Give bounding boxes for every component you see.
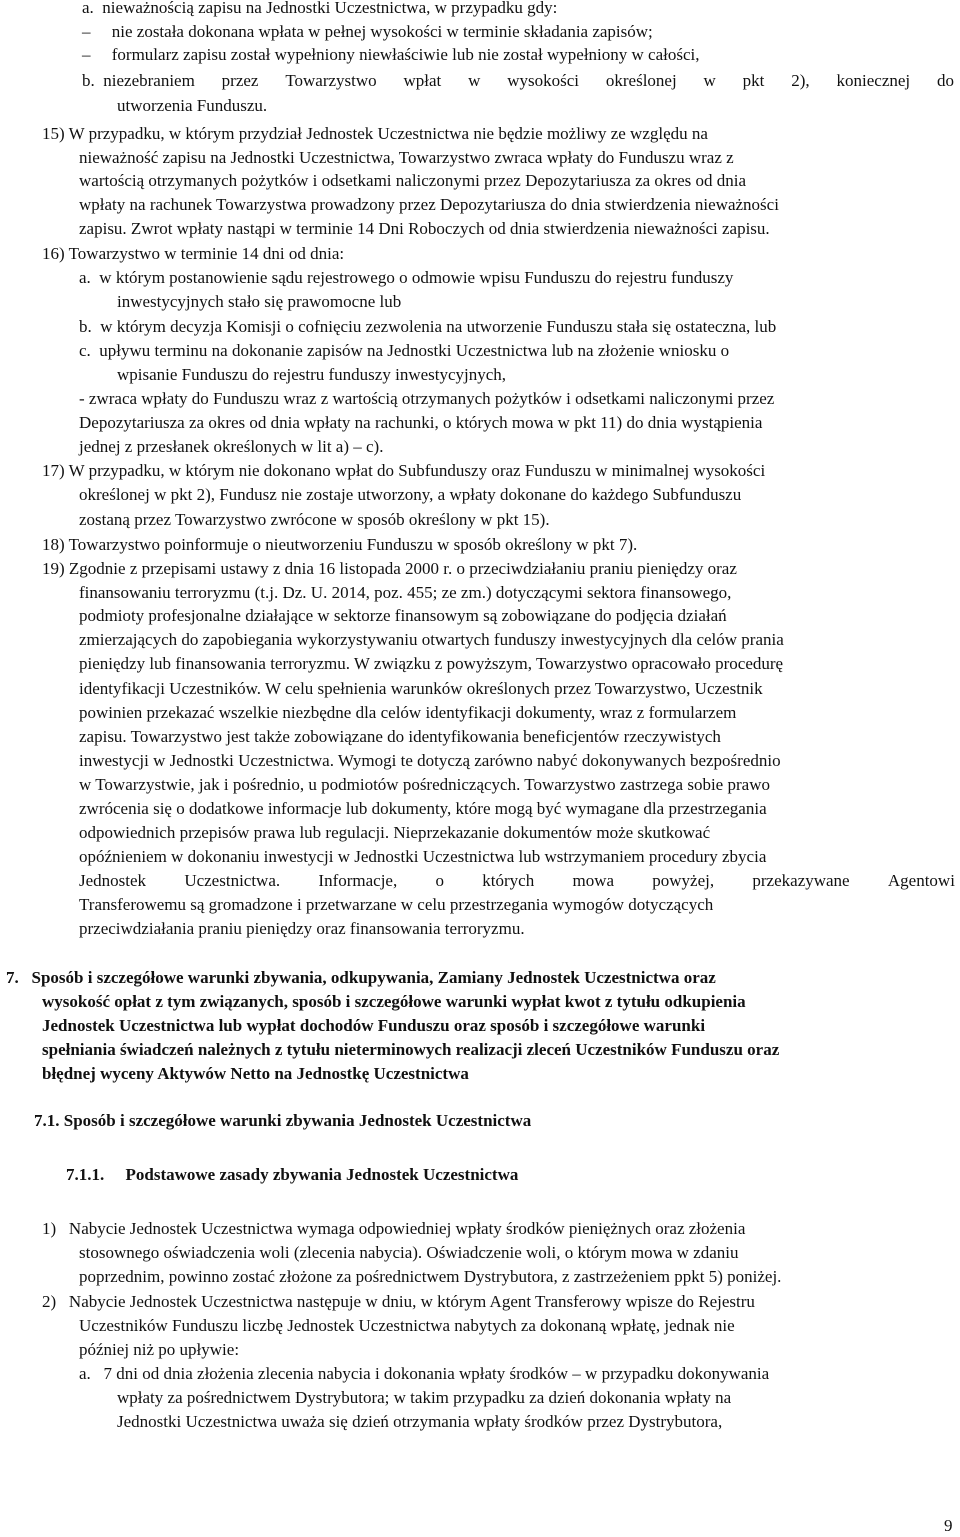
text-line: odpowiednich przepisów prawa lub regulacji. Nieprzekazanie dokumentów może skutkować bbox=[79, 823, 711, 842]
text-line: Jednostek Uczestnictwa. Informacje, o których mowa powyżej, przekazywane Agentowi bbox=[79, 871, 955, 890]
text-line: – formularz zapisu został wypełniony niewłaściwie lub nie został wypełniony w całości, bbox=[82, 45, 700, 64]
text-line: zapisu. Towarzystwo jest także zobowiązane do identyfikowania beneficjentów rzeczywistych bbox=[79, 727, 721, 746]
text-line: podmioty profesjonalne działające w sektorze finansowym są zobowiązane do podjęcia działań bbox=[79, 606, 727, 625]
section-heading: błędnej wyceny Aktywów Netto na Jednostkę Uczestnictwa bbox=[42, 1064, 469, 1083]
text-line: wpłaty za pośrednictwem Dystrybutora; w takim przypadku za dzień dokonania wpłaty na bbox=[117, 1388, 732, 1407]
section-heading: Jednostek Uczestnictwa lub wypłat dochodów Funduszu oraz sposób i szczegółowe warunki bbox=[42, 1016, 706, 1035]
text-line: przeciwdziałania praniu pieniędzy oraz finansowania terroryzmu. bbox=[79, 919, 525, 938]
text-line: – nie została dokonana wpłata w pełnej wysokości w terminie składania zapisów; bbox=[82, 22, 653, 41]
text-line: 17) W przypadku, w którym nie dokonano wpłat do Subfunduszy oraz Funduszu w minimalnej wysokości bbox=[42, 461, 766, 480]
text-line: Depozytariusza za okres od dnia wpłaty na rachunki, o których mowa w pkt 11) do dnia wystąpienia bbox=[79, 413, 763, 432]
text-line: b. w którym decyzja Komisji o cofnięciu zezwolenia na utworzenie Funduszu stała się ostateczna, lub bbox=[79, 317, 777, 336]
text-line: 18) Towarzystwo poinformuje o nieutworzeniu Funduszu w sposób określony w pkt 7). bbox=[42, 535, 638, 554]
text-line: identyfikacji Uczestników. W celu spełnienia warunków określonych przez Towarzystwo, Uczestnik bbox=[79, 679, 763, 698]
text-line: 19) Zgodnie z przepisami ustawy z dnia 16 listopada 2000 r. o przeciwdziałaniu praniu pieniędzy oraz bbox=[42, 559, 737, 578]
text-line: stosownego oświadczenia woli (zlecenia nabycia). Oświadczenie woli, o którym mowa w zdaniu bbox=[79, 1243, 739, 1262]
text-line: wpłaty na rachunek Towarzystwa prowadzony przez Depozytariusza do dnia stwierdzenia nieważności bbox=[79, 195, 779, 214]
text-line: później niż po upływie: bbox=[79, 1340, 240, 1359]
text-line: 15) W przypadku, w którym przydział Jednostek Uczestnictwa nie będzie możliwy ze względu na bbox=[42, 124, 708, 143]
text-line: zostaną przez Towarzystwo zwrócone w sposób określony w pkt 15). bbox=[79, 510, 550, 529]
text-line: pieniędzy lub finansowania terroryzmu. W związku z powyższym, Towarzystwo opracowało procedurę bbox=[79, 654, 784, 673]
text-line: określonej w pkt 2), Fundusz nie zostaje utworzony, a wpłaty dokonane do każdego Subfunduszu bbox=[79, 485, 742, 504]
section-heading: 7. Sposób i szczegółowe warunki zbywania, odkupywania, Zamiany Jednostek Uczestnictwa oraz bbox=[6, 968, 716, 987]
text-line: wpisanie Funduszu do rejestru funduszy inwestycyjnych, bbox=[117, 365, 507, 384]
text-line: utworzenia Funduszu. bbox=[117, 96, 268, 115]
text-line: opóźnieniem w dokonaniu inwestycji w Jednostki Uczestnictwa lub wstrzymaniem procedury zbycia bbox=[79, 847, 767, 866]
text-line: 16) Towarzystwo w terminie 14 dni od dnia: bbox=[42, 244, 345, 263]
text-line: inwestycji w Jednostki Uczestnictwa. Wymogi te dotyczą zarówno nabyć dokonywanych bezpośrednio bbox=[79, 751, 781, 770]
text-line: 2) Nabycie Jednostek Uczestnictwa następuje w dniu, w którym Agent Transferowy wpisze do Rejestru bbox=[42, 1292, 755, 1311]
text-line: nieważność zapisu na Jednostki Uczestnictwa, Towarzystwo zwraca wpłaty do Funduszu wraz z bbox=[79, 148, 734, 167]
text-line: w Towarzystwie, jak i pośrednio, u podmiotów pośredniczących. Towarzystwo zastrzega sobie prawo bbox=[79, 775, 770, 794]
text-line: b. niezebraniem przez Towarzystwo wpłat w wysokości określonej w pkt 2), koniecznej do bbox=[82, 71, 954, 90]
section-heading: wysokość opłat z tym związanych, sposób i szczegółowe warunki wypłat kwot z tytułu odkupienia bbox=[42, 992, 746, 1011]
text-line: wartością otrzymanych pożytków i odsetkami naliczonymi przez Depozytariusza za okres od dnia bbox=[79, 171, 747, 190]
text-line: powinien przekazać wszelkie niezbędne dla celów identyfikacji dokumenty, wraz z formularzem bbox=[79, 703, 737, 722]
text-line: 1) Nabycie Jednostek Uczestnictwa wymaga odpowiedniej wpłaty środków pieniężnych oraz złożenia bbox=[42, 1219, 746, 1238]
text-line: c. upływu terminu na dokonanie zapisów na Jednostki Uczestnictwa lub na złożenie wniosku o bbox=[79, 341, 730, 360]
text-line: Uczestników Funduszu liczbę Jednostek Uczestnictwa nabytych za dokonaną wpłatę, jednak nie bbox=[79, 1316, 735, 1335]
section-heading: spełniania świadczeń należnych z tytułu nieterminowych realizacji zleceń Uczestników Funduszu oraz bbox=[42, 1040, 780, 1059]
text-line: finansowaniu terroryzmu (t.j. Dz. U. 2014, poz. 455; ze zm.) dotyczącymi sektora finansowego, bbox=[79, 583, 732, 602]
subsection-heading: 7.1. Sposób i szczegółowe warunki zbywania Jednostek Uczestnictwa bbox=[34, 1111, 532, 1130]
text-line: a. 7 dni od dnia złożenia zlecenia nabycia i dokonania wpłaty środków – w przypadku dokonywania bbox=[79, 1364, 770, 1383]
subsection-heading: 7.1.1. Podstawowe zasady zbywania Jednostek Uczestnictwa bbox=[66, 1165, 519, 1184]
text-line: zwrócenia się o dodatkowe informacje lub dokumenty, które mogą być wymagane dla przestrzegania bbox=[79, 799, 767, 818]
text-line: a. nieważnością zapisu na Jednostki Uczestnictwa, w przypadku gdy: bbox=[82, 0, 558, 17]
text-line: Transferowemu są gromadzone i przetwarzane w celu przestrzegania wymogów dotyczących bbox=[79, 895, 714, 914]
text-line: poprzednim, powinno zostać złożone za pośrednictwem Dystrybutora, z zastrzeżeniem ppkt 5) poniżej. bbox=[79, 1267, 782, 1286]
text-line: zmierzających do zapobiegania wykorzystywaniu otwartych funduszy inwestycyjnych dla celów prania bbox=[79, 630, 784, 649]
text-line: Jednostki Uczestnictwa uważa się dzień otrzymania wpłaty środków przez Dystrybutora, bbox=[117, 1412, 723, 1431]
text-line: jednej z przesłanek określonych w lit a) – c). bbox=[79, 437, 384, 456]
text-line: zapisu. Zwrot wpłaty nastąpi w terminie 14 Dni Roboczych od dnia stwierdzenia nieważności zapisu. bbox=[79, 219, 770, 238]
text-line: inwestycyjnych stało się prawomocne lub bbox=[117, 292, 402, 311]
text-line: - zwraca wpłaty do Funduszu wraz z wartością otrzymanych pożytków i odsetkami naliczonymi przez bbox=[79, 389, 775, 408]
page-number: 9 bbox=[944, 1516, 953, 1535]
text-line: a. w którym postanowienie sądu rejestrowego o odmowie wpisu Funduszu do rejestru funduszy bbox=[79, 268, 734, 287]
